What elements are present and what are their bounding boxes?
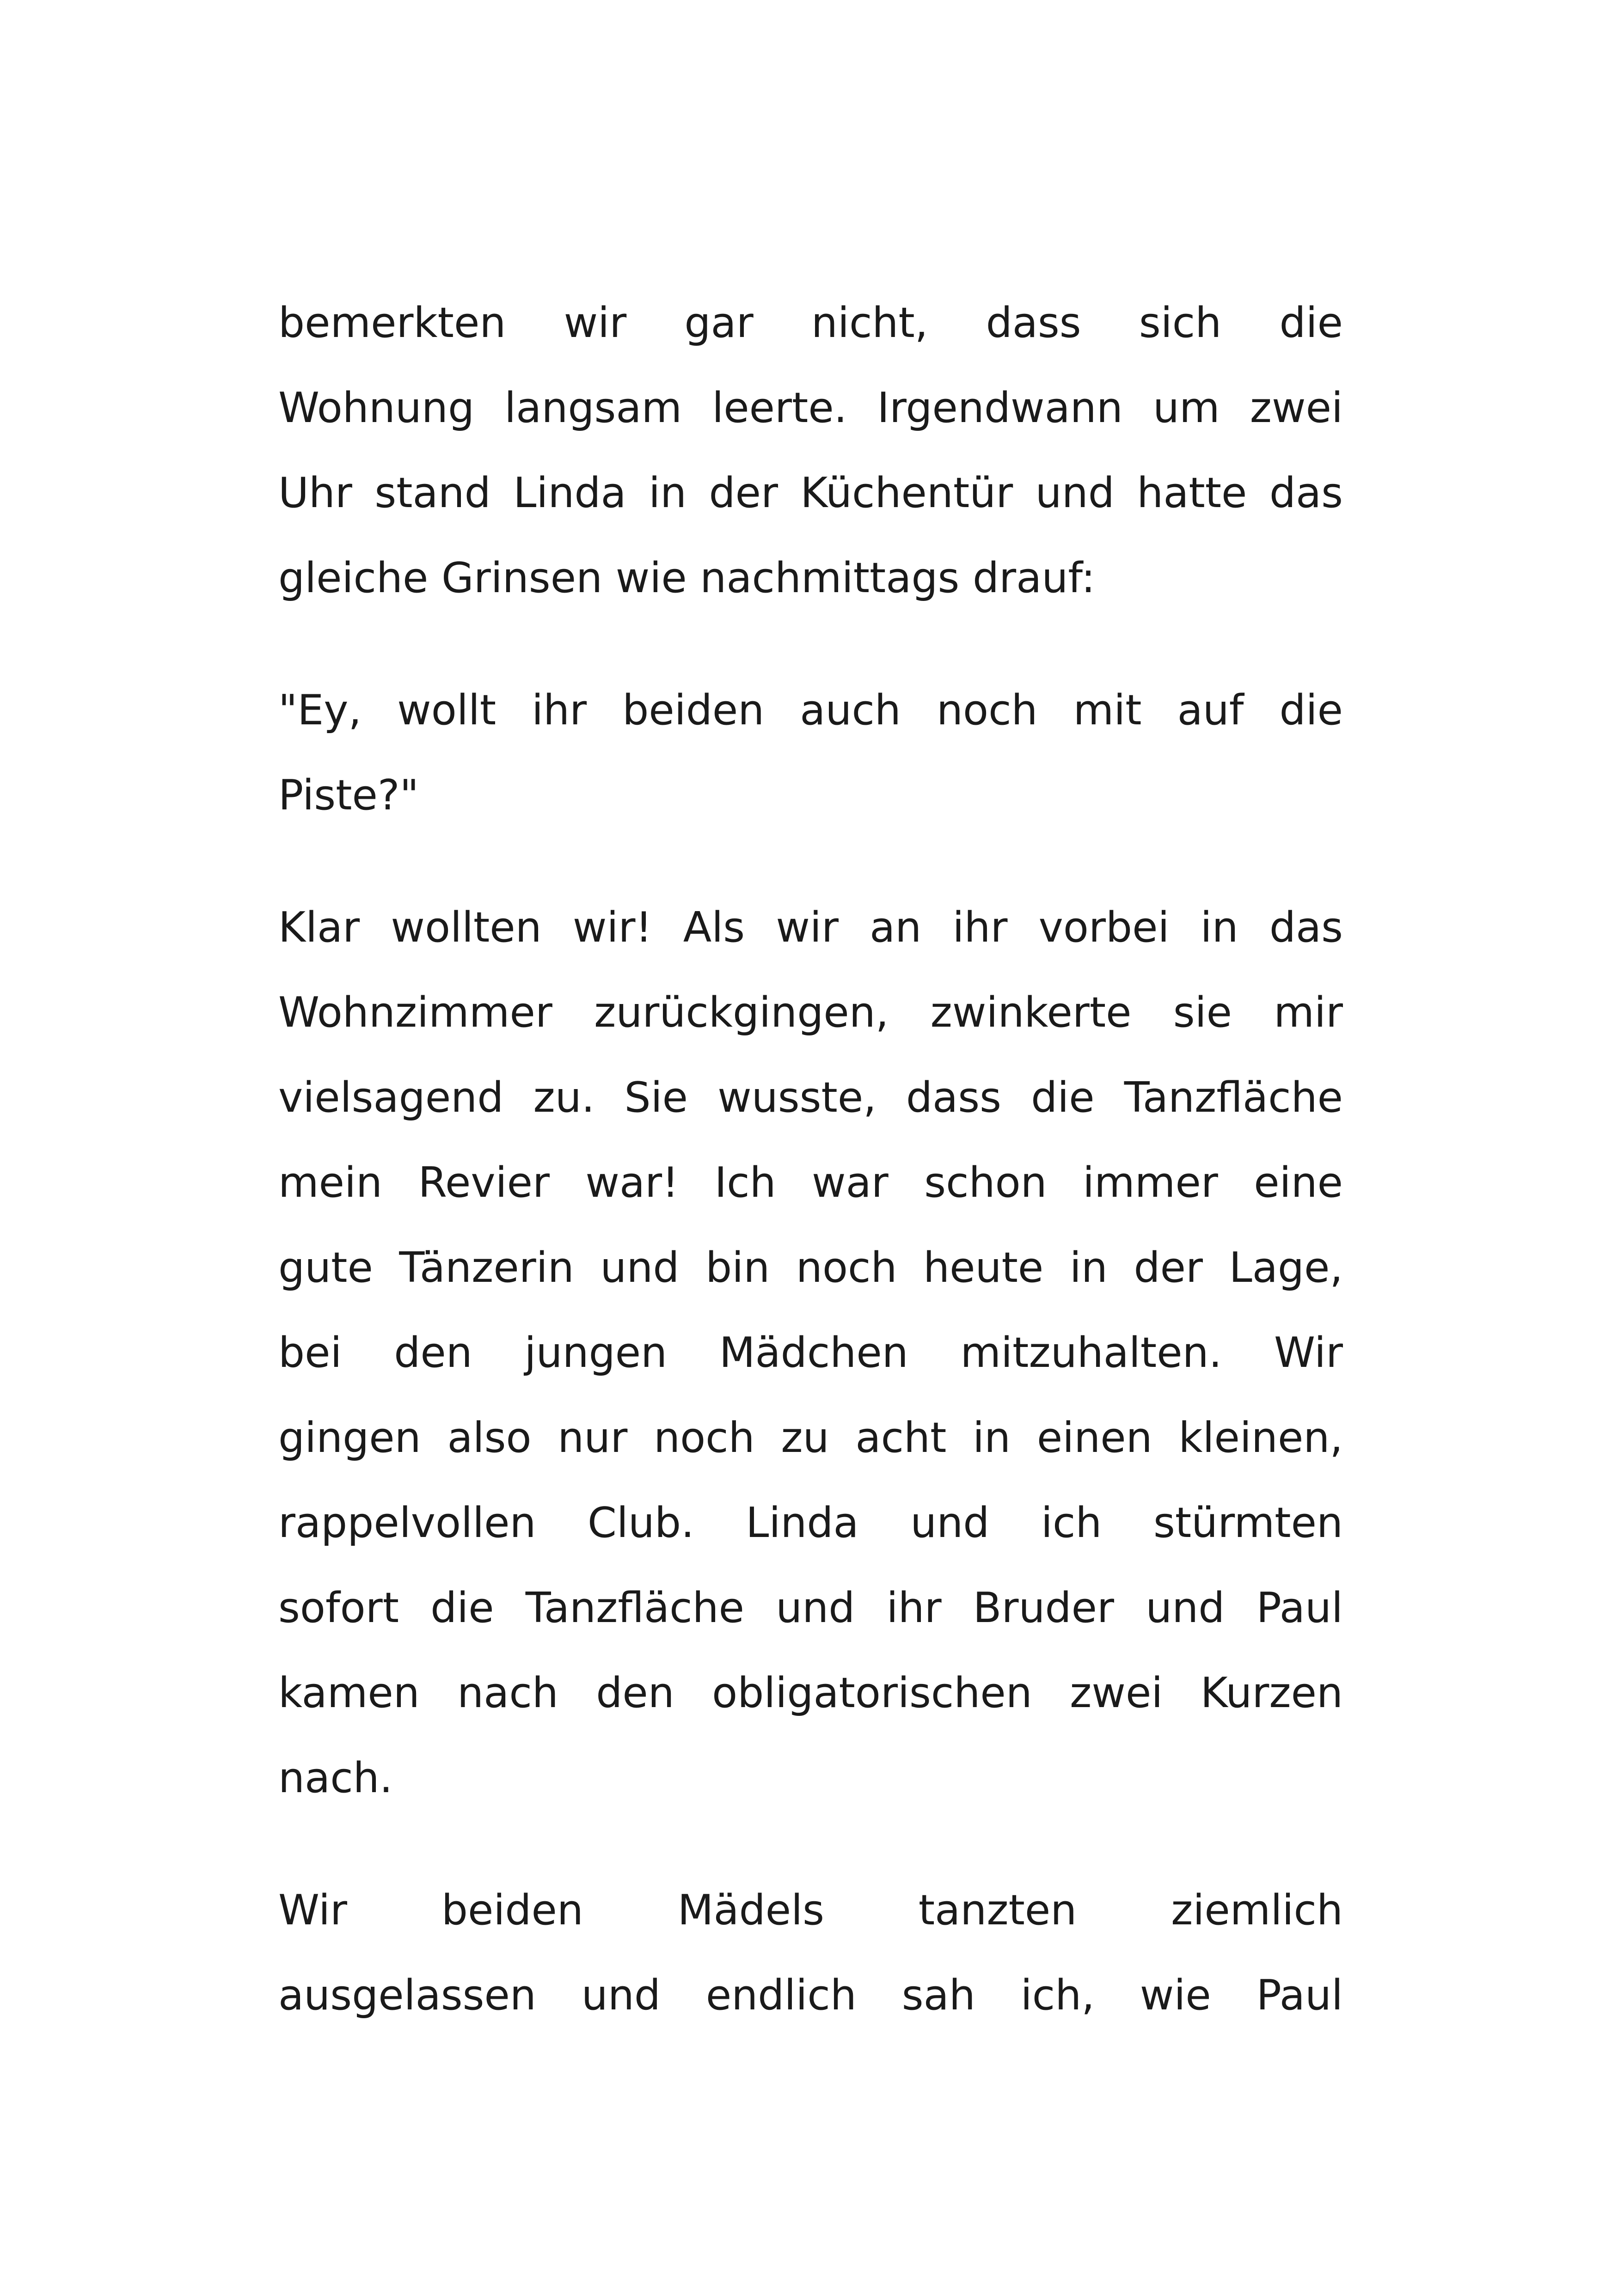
- text-line: ausgelassen und endlich sah ich, wie Paul: [278, 1971, 1343, 2020]
- text-line: Piste?": [278, 771, 419, 820]
- paragraph: [278, 885, 1343, 1821]
- text-line: gleiche Grinsen wie nachmittags drauf:: [278, 554, 1096, 602]
- body-text: [278, 281, 1343, 2085]
- text-line: Wohnung langsam leerte. Irgendwann um zwei: [278, 384, 1343, 432]
- text-line: gingen also nur noch zu acht in einen kleinen,: [278, 1414, 1343, 1462]
- text-line: "Ey, wollt ihr beiden auch noch mit auf die: [278, 686, 1343, 735]
- text-line: Wir beiden Mädels tanzten ziemlich: [278, 1886, 1343, 1935]
- text-line: nach.: [278, 1754, 393, 1802]
- text-line: kamen nach den obligatorischen zwei Kurzen: [278, 1669, 1343, 1717]
- paragraph: [278, 1868, 1343, 2038]
- text-line: Uhr stand Linda in der Küchentür und hatte das: [278, 469, 1343, 517]
- text-line: Klar wollten wir! Als wir an ihr vorbei in das: [278, 903, 1343, 952]
- text-line: vielsagend zu. Sie wusste, dass die Tanzfläche: [278, 1073, 1343, 1122]
- paragraph: [278, 281, 1343, 621]
- text-line: bei den jungen Mädchen mitzuhalten. Wir: [278, 1329, 1343, 1377]
- text-line: sofort die Tanzfläche und ihr Bruder und Paul: [278, 1584, 1343, 1632]
- text-line: gute Tänzerin und bin noch heute in der Lage,: [278, 1243, 1343, 1292]
- text-line: Wohnzimmer zurückgingen, zwinkerte sie mir: [278, 988, 1343, 1037]
- paragraph: [278, 668, 1343, 838]
- text-line: bemerkten wir gar nicht, dass sich die: [278, 299, 1343, 347]
- text-line: rappelvollen Club. Linda und ich stürmten: [278, 1499, 1343, 1547]
- text-line: mein Revier war! Ich war schon immer eine: [278, 1158, 1343, 1207]
